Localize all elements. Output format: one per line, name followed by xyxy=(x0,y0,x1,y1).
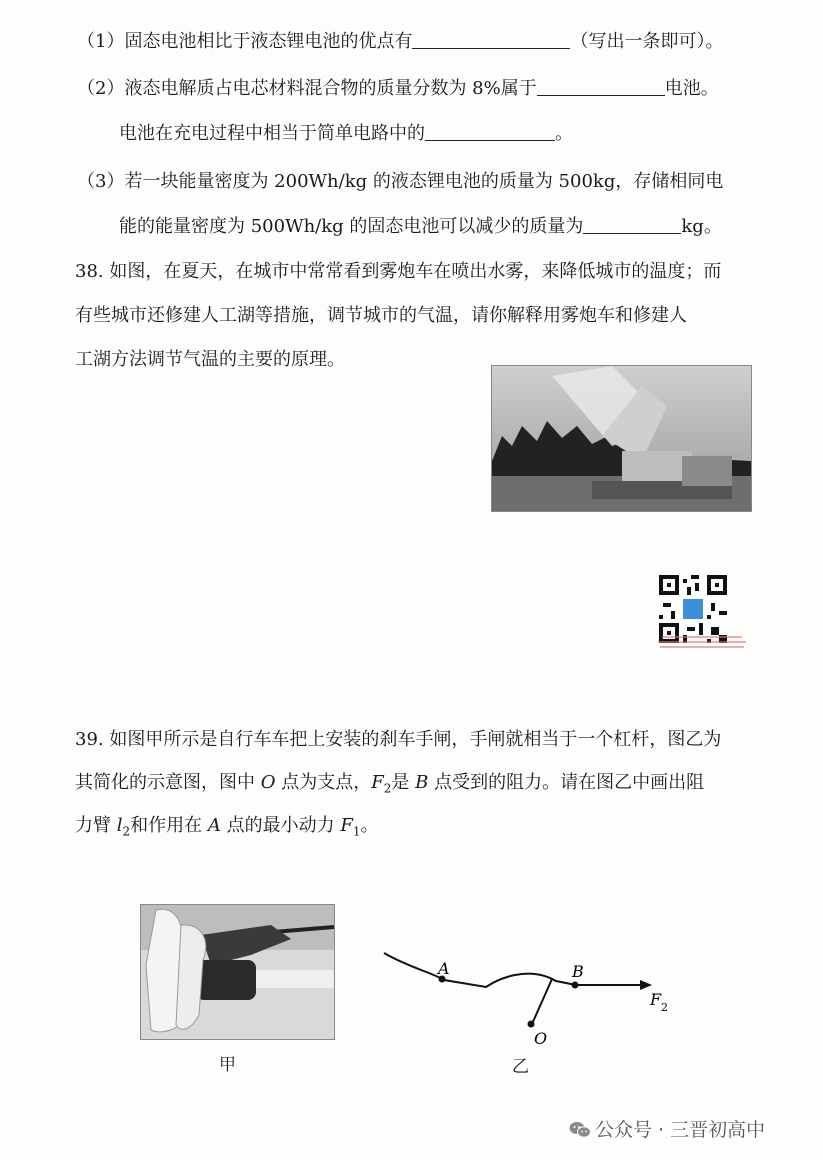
question-text: 是 xyxy=(391,772,416,793)
qr-caption-smudge xyxy=(652,634,752,652)
q39-line1: 39. 如图甲所示是自行车车把上安装的刹车手闸，手闸就相当于一个杠杆，图乙为 xyxy=(75,729,722,750)
lever-arm-to-pivot xyxy=(532,979,552,1024)
point-label-b: B xyxy=(415,772,429,793)
q39-line3 xyxy=(75,814,378,844)
question-text: kg。 xyxy=(681,216,722,237)
answer-blank[interactable] xyxy=(412,30,570,49)
lever-curve xyxy=(384,953,576,987)
q37-part2-line2 xyxy=(119,122,573,146)
lever-diagram xyxy=(378,945,678,1055)
force-symbol: F xyxy=(340,815,353,836)
label-a: A xyxy=(438,959,450,978)
question-text: 点的最小动力 xyxy=(220,815,341,836)
question-text: （写出一条即可）。 xyxy=(570,31,724,52)
question-text: 。 xyxy=(360,815,379,836)
caption-yi: 乙 xyxy=(512,1057,529,1077)
arm-symbol: l xyxy=(116,815,123,836)
question-text: 和作用在 xyxy=(130,815,208,836)
arm-subscript: 2 xyxy=(122,824,131,839)
question-text: 电池在充电过程中相当于简单电路中的 xyxy=(119,123,425,144)
brake-lever-photo xyxy=(140,904,335,1040)
answer-blank[interactable] xyxy=(537,77,665,96)
caption-jia: 甲 xyxy=(219,1055,236,1075)
point-label-a: A xyxy=(207,815,221,836)
fog-cannon-photo xyxy=(491,365,752,512)
question-text: 。 xyxy=(555,123,573,144)
watermark-text: 公众号 · 三晋初高中 xyxy=(595,1119,766,1141)
question-text: 能的能量密度为 500Wh/kg 的固态电池可以减少的质量为 xyxy=(119,216,584,237)
question-text: 液态电解质占电芯材料混合物的质量分数为 8%属于 xyxy=(124,78,537,99)
part-label: （2） xyxy=(77,78,125,99)
label-o: O xyxy=(534,1029,548,1048)
q37-part3-line2 xyxy=(119,215,722,239)
q39-line2 xyxy=(75,771,704,801)
question-text: 点为支点， xyxy=(275,772,372,793)
label-f: F xyxy=(650,990,662,1009)
pivot-o-dot xyxy=(528,1021,535,1028)
fog-cannon-illustration xyxy=(492,366,751,511)
q37-part1 xyxy=(77,30,723,54)
question-text: 若一块能量密度为 200Wh/kg 的液态锂电池的质量为 500kg，存储相同电 xyxy=(124,171,724,192)
label-b: B xyxy=(572,962,584,981)
q37-part2 xyxy=(77,77,719,101)
label-f-subscript: 2 xyxy=(661,1001,668,1014)
q38-line3: 工湖方法调节气温的主要的原理。 xyxy=(75,349,345,370)
question-text: 力臂 xyxy=(75,815,117,836)
q38-line1: 38. 如图，在夏天，在城市中常常看到雾炮车在喷出水雾，来降低城市的温度；而 xyxy=(75,261,722,282)
qr-code-icon xyxy=(659,575,727,643)
question-text: 点受到的阻力。请在图乙中画出阻 xyxy=(428,772,705,793)
wechat-icon xyxy=(569,1121,591,1139)
question-text: 其简化的示意图，图中 xyxy=(75,772,261,793)
force-symbol: F xyxy=(371,772,384,793)
answer-blank[interactable] xyxy=(425,122,555,141)
wechat-watermark xyxy=(569,1115,765,1142)
arrow-head-icon xyxy=(640,980,652,990)
question-text: 电池。 xyxy=(664,78,719,99)
answer-blank[interactable] xyxy=(583,215,681,234)
point-label-o: O xyxy=(260,772,276,793)
question-text: 固态电池相比于液态锂电池的优点有 xyxy=(124,31,413,52)
q37-part3 xyxy=(77,170,723,194)
brake-lever-illustration xyxy=(141,905,334,1039)
q38-line2: 有些城市还修建人工湖等措施，调节城市的气温，请你解释用雾炮车和修建人 xyxy=(75,305,687,326)
force-subscript: 1 xyxy=(352,824,361,839)
part-label: （3） xyxy=(77,171,125,192)
force-subscript: 2 xyxy=(383,781,392,796)
qr-code[interactable] xyxy=(659,575,727,643)
qr-caption-graphic xyxy=(652,634,752,652)
part-label: （1） xyxy=(77,31,125,52)
